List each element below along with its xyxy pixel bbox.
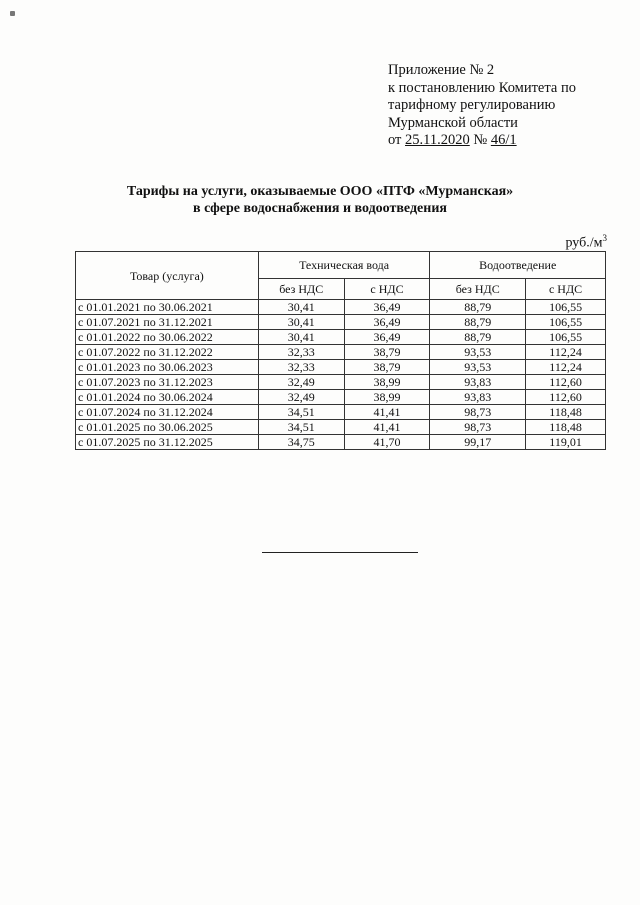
title-line-1: Тарифы на услуги, оказываемые ООО «ПТФ «Мурманская» (126, 184, 514, 199)
header-sewage: Водоотведение (430, 252, 606, 279)
cell-period: с 01.01.2022 по 30.06.2022 (76, 330, 259, 345)
appendix-line-4: Мурманской области (388, 114, 518, 131)
table-row (76, 345, 606, 360)
table-header-row (76, 252, 606, 279)
header-item: Товар (услуга) (76, 252, 259, 300)
table-row (76, 315, 606, 330)
scan-mark (10, 11, 15, 16)
cell-value: 93,83 (430, 390, 526, 405)
cell-period: с 01.07.2025 по 31.12.2025 (76, 435, 259, 450)
cell-value: 36,49 (344, 330, 430, 345)
cell-value: 41,70 (344, 435, 430, 450)
cell-value: 38,79 (344, 360, 430, 375)
cell-value: 93,83 (430, 375, 526, 390)
header-technical-water: Техническая вода (258, 252, 430, 279)
cell-value: 98,73 (430, 405, 526, 420)
unit-base: руб./м (565, 235, 603, 251)
appendix-line-2: к постановлению Комитета по (388, 79, 576, 96)
cell-period: с 01.01.2023 по 30.06.2023 (76, 360, 259, 375)
cell-value: 32,49 (258, 375, 344, 390)
cell-period: с 01.01.2025 по 30.06.2025 (76, 420, 259, 435)
cell-value: 34,51 (258, 405, 344, 420)
cell-value: 41,41 (344, 420, 430, 435)
unit-exponent: 3 (602, 233, 607, 243)
signature-separator-line (262, 552, 418, 553)
appendix-date-prefix: от (388, 132, 406, 148)
cell-value: 32,33 (258, 345, 344, 360)
subheader-sewage-no-vat: без НДС (430, 279, 526, 300)
cell-value: 38,79 (344, 345, 430, 360)
cell-value: 88,79 (430, 315, 526, 330)
appendix-block (388, 62, 628, 150)
cell-value: 112,24 (526, 345, 606, 360)
cell-period: с 01.07.2022 по 31.12.2022 (76, 345, 259, 360)
cell-value: 41,41 (344, 405, 430, 420)
subheader-sewage-with-vat: с НДС (526, 279, 606, 300)
cell-value: 93,53 (430, 360, 526, 375)
appendix-number-prefix: № (469, 132, 491, 148)
cell-value: 98,73 (430, 420, 526, 435)
cell-value: 36,49 (344, 300, 430, 315)
appendix-date-line (388, 132, 628, 150)
table-row (76, 435, 606, 450)
cell-value: 88,79 (430, 330, 526, 345)
subheader-water-with-vat: с НДС (344, 279, 430, 300)
cell-value: 38,99 (344, 390, 430, 405)
cell-value: 30,41 (258, 315, 344, 330)
cell-value: 30,41 (258, 330, 344, 345)
document-title (0, 183, 640, 217)
table-row (76, 300, 606, 315)
table-row (76, 360, 606, 375)
cell-period: с 01.01.2024 по 30.06.2024 (76, 390, 259, 405)
appendix-line-3: тарифному регулированию (388, 97, 556, 113)
cell-value: 112,24 (526, 360, 606, 375)
unit-label (565, 233, 607, 252)
table-row (76, 405, 606, 420)
appendix-number: 46/1 (490, 132, 517, 148)
cell-value: 38,99 (344, 375, 430, 390)
table-row (76, 375, 606, 390)
cell-value: 106,55 (526, 315, 606, 330)
cell-value: 32,49 (258, 390, 344, 405)
subheader-water-no-vat: без НДС (258, 279, 344, 300)
cell-value: 119,01 (526, 435, 606, 450)
table-row (76, 420, 606, 435)
table-row (76, 390, 606, 405)
cell-value: 34,51 (258, 420, 344, 435)
cell-period: с 01.07.2024 по 31.12.2024 (76, 405, 259, 420)
cell-value: 36,49 (344, 315, 430, 330)
cell-value: 93,53 (430, 345, 526, 360)
appendix-date: 25.11.2020 (405, 132, 470, 148)
cell-value: 112,60 (526, 390, 606, 405)
cell-period: с 01.07.2023 по 31.12.2023 (76, 375, 259, 390)
cell-value: 118,48 (526, 405, 606, 420)
appendix-line-1: Приложение № 2 (388, 62, 495, 78)
tariff-table (75, 251, 606, 450)
cell-value: 106,55 (526, 300, 606, 315)
cell-period: с 01.07.2021 по 31.12.2021 (76, 315, 259, 330)
cell-value: 99,17 (430, 435, 526, 450)
cell-value: 112,60 (526, 375, 606, 390)
cell-value: 30,41 (258, 300, 344, 315)
cell-value: 34,75 (258, 435, 344, 450)
cell-period: с 01.01.2021 по 30.06.2021 (76, 300, 259, 315)
cell-value: 32,33 (258, 360, 344, 375)
cell-value: 106,55 (526, 330, 606, 345)
title-line-2: в сфере водоснабжения и водоотведения (193, 201, 447, 216)
table-row (76, 330, 606, 345)
cell-value: 88,79 (430, 300, 526, 315)
cell-value: 118,48 (526, 420, 606, 435)
